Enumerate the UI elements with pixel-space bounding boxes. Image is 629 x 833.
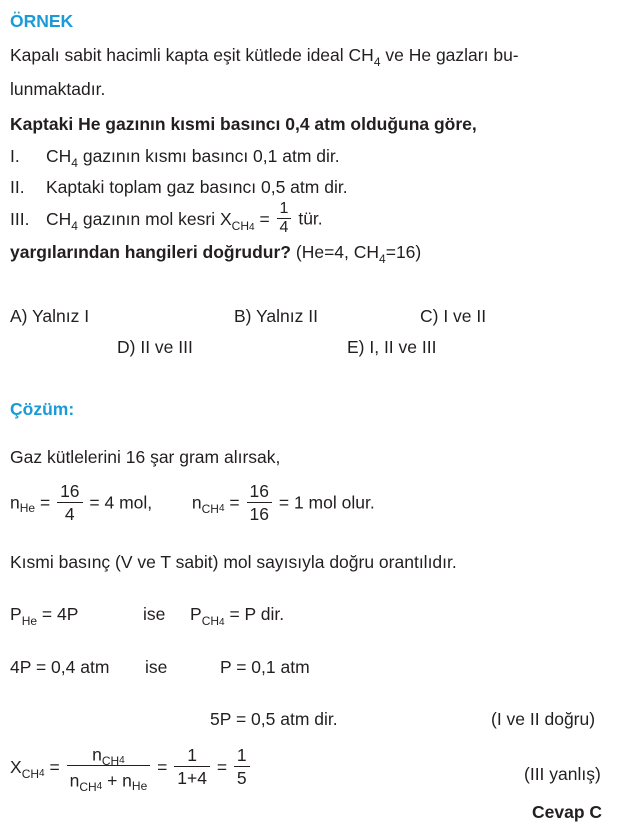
pressure-row-2-right: P = 0,1 atm (220, 657, 310, 677)
mole-fraction-row: $X_{CH4}$ = $\frac{n_{CH4}}{n_{CH4} + n_{He}}$ = $\frac{1}{1+4}$ = $\frac{1}{5}$ (10, 742, 252, 792)
statement-2: II. Kaptaki toplam gaz basıncı 0,5 atm dir. (10, 177, 348, 197)
solution-line-3: Kısmi basınç (V ve T sabit) mol sayısıyla doğru orantılıdır. (10, 552, 457, 572)
question-line: yargılarından hangileri doğrudur? (He=4, $CH_4=16$) (10, 242, 422, 266)
option-b: B) Yalnız II (234, 306, 318, 326)
example-intro-line-1: Kapalı sabit hacimli kapta eşit kütlede ideal $CH_4$ ve He gazları bu- (10, 45, 519, 69)
pressure-row-1-ise: ise (143, 604, 166, 624)
total-pressure-row: 5P = 0,5 atm dir. (210, 709, 338, 729)
answer-label: Cevap C (532, 802, 603, 822)
option-e: E) I, II ve III (347, 337, 437, 357)
solution-line-1: Gaz kütlelerini 16 şar gram alırsak, (10, 447, 281, 467)
option-d: D) II ve III (117, 337, 193, 357)
mole-calculation-row: $n_{He}$ = $\frac{16}{4}$ = 4 mol, $n_{CH4}$ = $\frac{16}{16}$ = 1 mol olur. (10, 481, 375, 524)
pressure-row-1: $P_{He} = 4P$ (10, 604, 79, 628)
note-i-ii-correct: (I ve II doğru) (491, 709, 596, 729)
mole-fraction-value: $\frac{1}{4}$ (277, 200, 292, 237)
example-heading: ÖRNEK (10, 11, 74, 31)
example-premise: Kaptaki He gazının kısmi basıncı 0,4 atm olduğuna göre, (10, 114, 477, 134)
statement-3: III. $CH_4$ gazının mol kesri $X_{CH4}$ = $\frac{1}{4}$ tür. (10, 200, 323, 236)
example-intro-line-2: lunmaktadır. (10, 79, 106, 99)
pressure-row-1-ch4: $P_{CH4} = P$ dir. (190, 604, 285, 628)
note-iii-wrong: (III yanlış) (524, 764, 601, 784)
statement-1: I. $CH_4$ gazının kısmı basıncı 0,1 atm dir. (10, 146, 340, 170)
option-a: A) Yalnız I (10, 306, 90, 326)
pressure-row-2-left: 4P = 0,4 atm (10, 657, 110, 677)
solution-heading: Çözüm: (10, 399, 75, 419)
pressure-row-2-ise: ise (145, 657, 168, 677)
option-c: C) I ve II (420, 306, 487, 326)
